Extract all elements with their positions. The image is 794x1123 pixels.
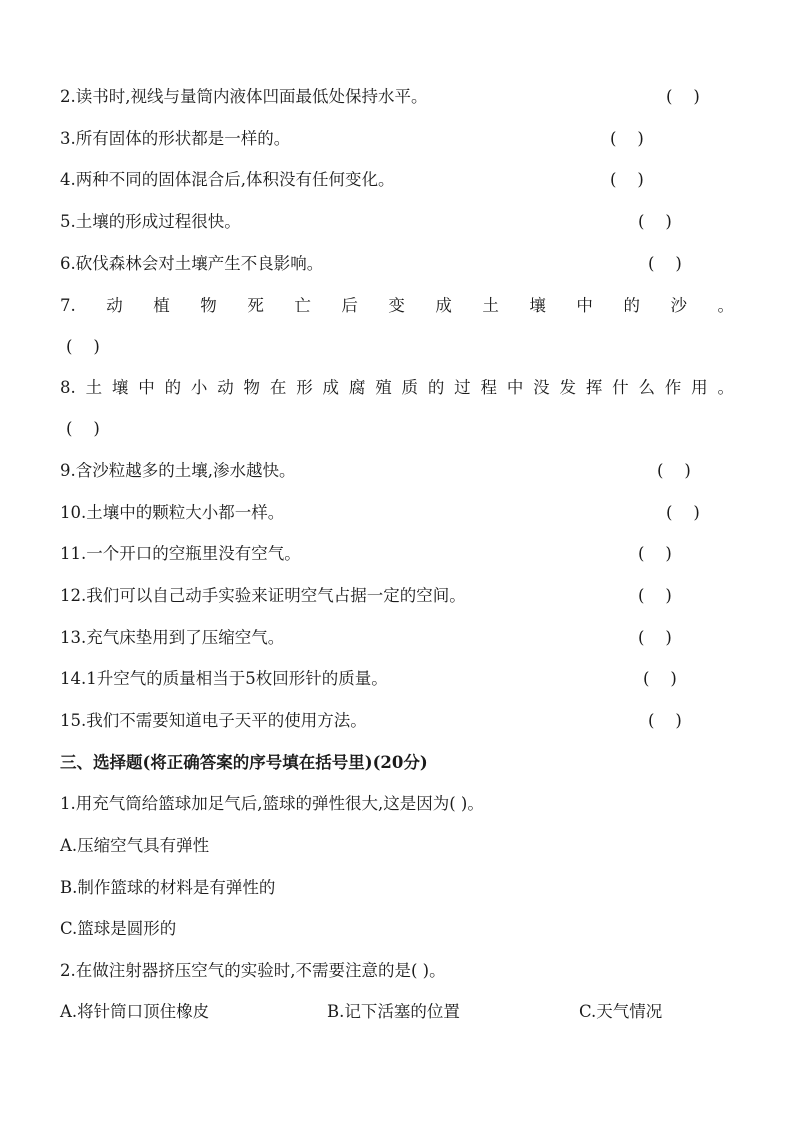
tf-item-9: 9.含沙粒越多的土壤,渗水越快。 [60,461,296,480]
answer-paren-12[interactable]: ( ) [638,586,672,605]
item8-char: 中 [506,378,524,397]
item8-char: 殖 [375,378,392,397]
tf-item-4: 4.两种不同的固体混合后,体积没有任何变化。 [60,170,395,189]
q1-option-c[interactable]: C.篮球是圆形的 [60,919,177,938]
item8-char: 。 [717,378,734,397]
item8-char: 物 [243,378,261,397]
item8-char: 挥 [585,378,603,397]
tf-item-2: 2.读书时,视线与量筒内液体凹面最低处保持水平。 [60,87,428,106]
question-2-stem: 2.在做注射器挤压空气的实验时,不需要注意的是( )。 [60,961,446,980]
item8-char: 的 [427,378,445,397]
q2-option-b[interactable]: B.记下活塞的位置 [327,1002,460,1021]
item7-char: 沙 [670,296,687,315]
answer-paren-5[interactable]: ( ) [638,212,672,231]
answer-paren-3[interactable]: ( ) [610,129,644,148]
item8-char: 过 [454,378,471,397]
tf-item-7 [60,296,734,316]
item7-char: 物 [200,296,217,315]
item8-char: 什 [612,378,629,397]
item7-char: 7. [60,296,76,315]
item7-char: 后 [341,296,358,315]
answer-paren-7[interactable]: ( ) [66,337,100,356]
q1-option-a[interactable]: A.压缩空气具有弹性 [60,836,210,855]
tf-item-11: 11.一个开口的空瓶里没有空气。 [60,544,301,563]
item8-char: 用 [691,378,708,397]
item8-char: 8. [60,378,76,397]
item8-char: 么 [638,378,655,397]
answer-paren-4[interactable]: ( ) [610,170,644,189]
item8-char: 质 [401,378,419,397]
item8-char: 腐 [348,378,366,397]
answer-paren-2[interactable]: ( ) [666,87,700,106]
item8-char: 成 [322,378,340,397]
tf-item-14: 14.1升空气的质量相当于5枚回形针的质量。 [60,669,388,688]
tf-item-8 [60,378,734,398]
tf-item-6: 6.砍伐森林会对土壤产生不良影响。 [60,254,324,273]
q1-option-b[interactable]: B.制作篮球的材料是有弹性的 [60,878,276,897]
answer-paren-13[interactable]: ( ) [638,628,672,647]
item8-char: 程 [480,378,497,397]
tf-item-12: 12.我们可以自己动手实验来证明空气占据一定的空间。 [60,586,466,605]
section-heading: 三、选择题(将正确答案的序号填在括号里)(20分) [60,753,428,772]
item7-char: 动 [106,296,123,315]
answer-paren-6[interactable]: ( ) [648,254,682,273]
answer-paren-15[interactable]: ( ) [648,711,682,730]
item8-char: 的 [164,378,182,397]
tf-item-5: 5.土壤的形成过程很快。 [60,212,241,231]
answer-paren-8[interactable]: ( ) [66,419,100,438]
tf-item-10: 10.土壤中的颗粒大小都一样。 [60,503,285,522]
item8-char: 土 [85,378,103,397]
item8-char: 小 [190,378,208,397]
item8-char: 在 [269,378,287,397]
item7-char: 植 [153,296,170,315]
q2-option-c[interactable]: C.天气情况 [579,1002,663,1021]
item7-char: 。 [717,296,734,315]
tf-item-13: 13.充气床垫用到了压缩空气。 [60,628,285,647]
q2-option-a[interactable]: A.将针筒口顶住橡皮 [60,1002,210,1021]
item7-char: 中 [576,296,593,315]
item7-char: 死 [247,296,264,315]
item8-char: 动 [217,378,234,397]
item8-char: 中 [138,378,155,397]
item7-char: 成 [435,296,452,315]
item8-char: 形 [296,378,313,397]
question-1-stem: 1.用充气筒给篮球加足气后,篮球的弹性很大,这是因为( )。 [60,794,484,813]
item7-char: 变 [388,296,405,315]
item8-char: 作 [664,378,682,397]
item7-char: 亡 [294,296,311,315]
answer-paren-9[interactable]: ( ) [657,461,691,480]
item8-char: 壤 [111,378,129,397]
item7-char: 土 [482,296,499,315]
item8-char: 没 [533,378,550,397]
item7-char: 的 [623,296,640,315]
answer-paren-10[interactable]: ( ) [666,503,700,522]
answer-paren-11[interactable]: ( ) [638,544,672,563]
tf-item-3: 3.所有固体的形状都是一样的。 [60,129,291,148]
item8-char: 发 [559,378,576,397]
tf-item-15: 15.我们不需要知道电子天平的使用方法。 [60,711,367,730]
answer-paren-14[interactable]: ( ) [643,669,677,688]
item7-char: 壤 [529,296,546,315]
